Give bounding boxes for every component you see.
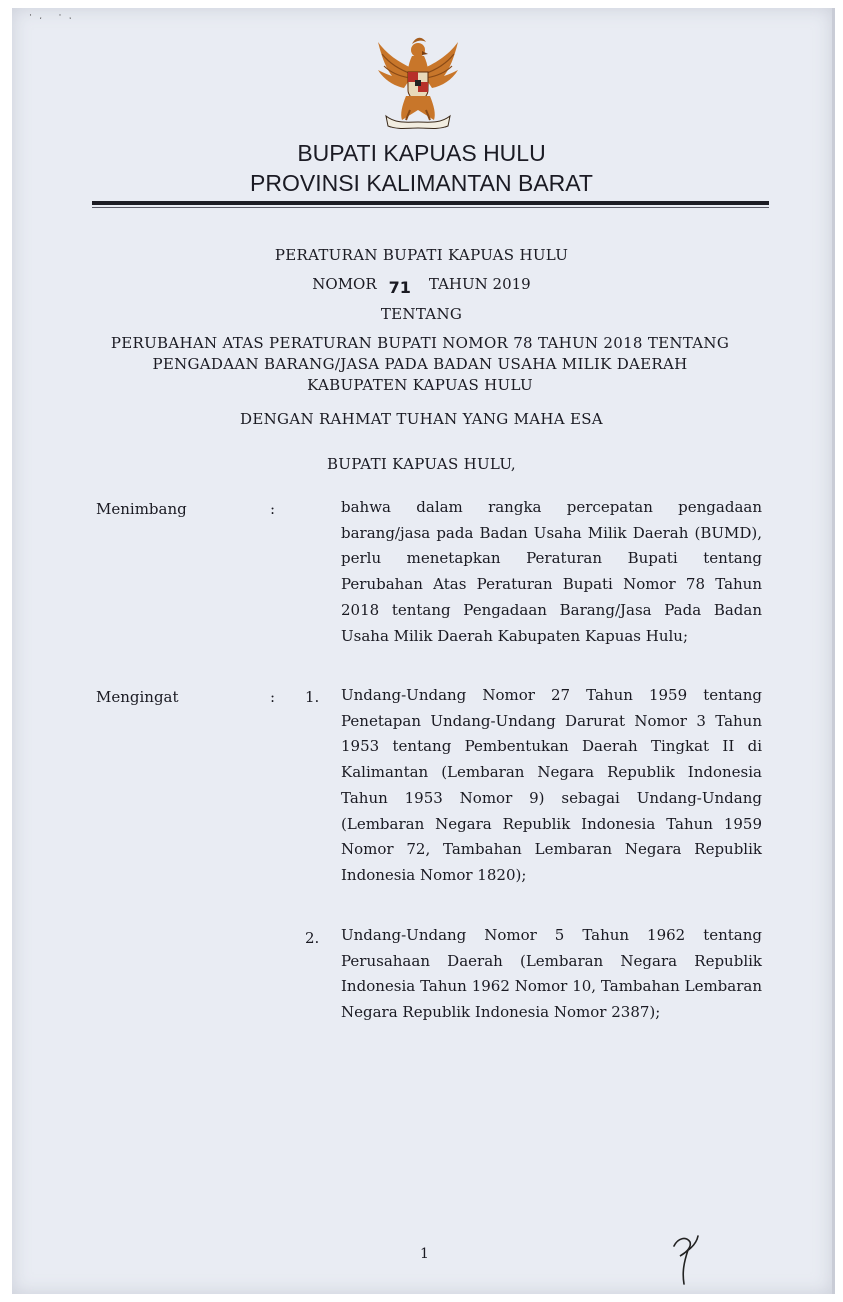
menimbang-text: bahwa dalam rangka percepatan pengadaan barang/jasa pada Badan Usaha Milik Daerah (BUMD), perlu menetapkan Peraturan Bupati tentang Perubahan Atas Peraturan Bupati Nomor 78 Tahun 2018 tentang Pengadaan Barang/Jasa Pada Badan Usaha Milik Daerah Kabupaten Kapuas Hulu; <box>341 498 762 645</box>
regulation-heading: PERATURAN BUPATI KAPUAS HULU <box>274 246 569 264</box>
mengingat-item-number: 2. <box>305 929 320 947</box>
nomor-value: 71 <box>388 278 411 297</box>
title-line: PERUBAHAN ATAS PERATURAN BUPATI NOMOR 78 TAHUN 2018 TENTANG <box>110 334 730 352</box>
page-number: 1 <box>420 1246 429 1262</box>
title-line: PENGADAAN BARANG/JASA PADA BADAN USAHA MILIK DAERAH <box>152 355 688 373</box>
blessing-line: DENGAN RAHMAT TUHAN YANG MAHA ESA <box>240 410 603 428</box>
regulation-title <box>80 333 760 396</box>
paraf-signature-icon <box>668 1232 704 1288</box>
mengingat-item-number: 1. <box>305 688 320 706</box>
title-line: KABUPATEN KAPUAS HULU <box>307 376 533 394</box>
mengingat-colon: : <box>270 688 276 706</box>
header-divider-thin <box>92 207 769 208</box>
mengingat-item-text: Undang-Undang Nomor 5 Tahun 1962 tentang Perusahaan Daerah (Lembaran Negara Republik Indonesia Tahun 1962 Nomor 10, Tambahan Lembaran Negara Republik Indonesia Nomor 2387); <box>341 926 762 1022</box>
menimbang-colon: : <box>270 500 276 518</box>
province-title: PROVINSI KALIMANTAN BARAT <box>250 170 593 196</box>
regency-title: BUPATI KAPUAS HULU <box>297 140 546 166</box>
authority-line: BUPATI KAPUAS HULU, <box>326 455 516 473</box>
header-divider-thick <box>92 201 769 205</box>
nomor-label: NOMOR <box>312 275 377 293</box>
garuda-emblem-icon <box>372 30 464 132</box>
tahun-label: TAHUN 2019 <box>428 275 531 293</box>
tentang-label: TENTANG <box>380 305 463 323</box>
mengingat-item-text: Undang-Undang Nomor 27 Tahun 1959 tentang Penetapan Undang-Undang Darurat Nomor 3 Tahun 1953 tentang Pembentukan Daerah Tingkat II di Kalimantan (Lembaran Negara Republik Indonesia Tahun 1953 Nomor 9) sebagai Undang-Undang (Lembaran Negara Republik Indonesia Tahun 1959 Nomor 72, Tambahan Lembaran Negara Republik Indonesia Nomor 1820); <box>341 686 762 884</box>
regulation-number-line <box>0 274 843 297</box>
mengingat-label: Mengingat <box>96 688 179 706</box>
scan-specks: ˙ˑ ˙ˑ <box>28 14 78 25</box>
menimbang-label: Menimbang <box>96 500 187 518</box>
